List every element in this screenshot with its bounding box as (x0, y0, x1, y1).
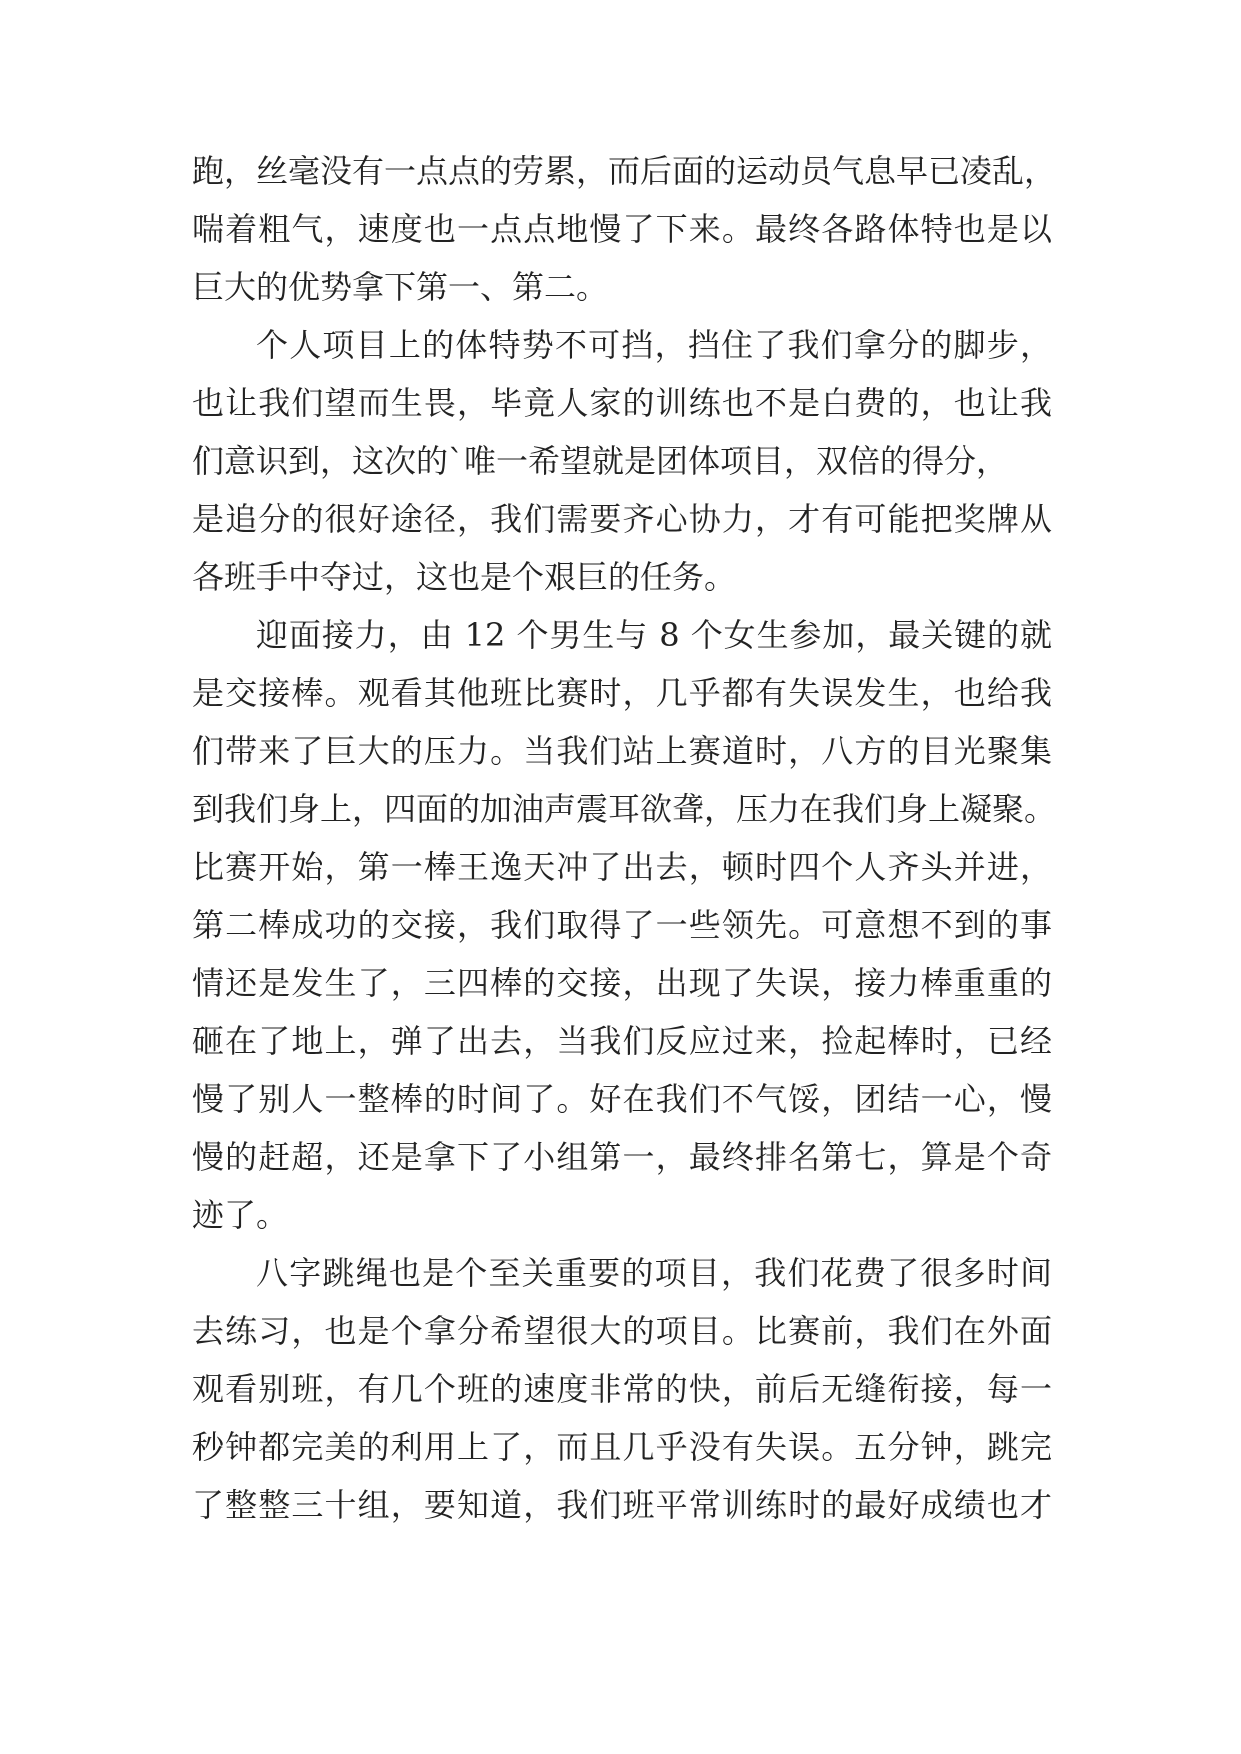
text-line: 跑，丝毫没有一点点的劳累，而后面的运动员气息早已凌乱， (192, 152, 1057, 190)
text-line: 到我们身上，四面的加油声震耳欲聋，压力在我们身上凝聚。 (192, 790, 1057, 828)
text-line: 也让我们望而生畏，毕竟人家的训练也不是白费的，也让我 (192, 384, 1052, 422)
text-line: 慢的赶超，还是拿下了小组第一，最终排名第七，算是个奇 (192, 1138, 1052, 1176)
text-line: 第二棒成功的交接，我们取得了一些领先。可意想不到的事 (192, 906, 1052, 944)
text-line: 迎面接力，由 12 个男生与 8 个女生参加，最关键的就 (256, 616, 1052, 654)
text-line: 迹了。 (192, 1196, 289, 1234)
text-line: 巨大的优势拿下第一、第二。 (192, 268, 609, 306)
text-line: 比赛开始，第一棒王逸天冲了出去，顿时四个人齐头并进， (192, 848, 1052, 886)
text-line: 八字跳绳也是个至关重要的项目，我们花费了很多时间 (256, 1254, 1052, 1292)
text-line: 了整整三十组，要知道，我们班平常训练时的最好成绩也才 (192, 1486, 1052, 1524)
text-line: 个人项目上的体特势不可挡，挡住了我们拿分的脚步， (256, 326, 1052, 364)
text-line: 是追分的很好途径，我们需要齐心协力，才有可能把奖牌从 (192, 500, 1052, 538)
text-line: 是交接棒。观看其他班比赛时，几乎都有失误发生，也给我 (192, 674, 1052, 712)
text-line: 慢了别人一整棒的时间了。好在我们不气馁，团结一心，慢 (192, 1080, 1052, 1118)
body-text (192, 142, 1057, 1534)
text-line: 去练习，也是个拿分希望很大的项目。比赛前，我们在外面 (192, 1312, 1052, 1350)
text-line: 观看别班，有几个班的速度非常的快，前后无缝衔接，每一 (192, 1370, 1052, 1408)
text-line: 各班手中夺过，这也是个艰巨的任务。 (192, 558, 737, 596)
text-line: 砸在了地上，弹了出去，当我们反应过来，捡起棒时，已经 (192, 1022, 1052, 1060)
text-line: 喘着粗气，速度也一点点地慢了下来。最终各路体特也是以 (192, 210, 1052, 248)
text-line: 们带来了巨大的压力。当我们站上赛道时，八方的目光聚集 (192, 732, 1052, 770)
text-line: 秒钟都完美的利用上了，而且几乎没有失误。五分钟，跳完 (192, 1428, 1052, 1466)
text-line: 情还是发生了，三四棒的交接，出现了失误，接力棒重重的 (192, 964, 1052, 1002)
text-line: 们意识到，这次的`唯一希望就是团体项目，双倍的得分， (192, 442, 1009, 480)
